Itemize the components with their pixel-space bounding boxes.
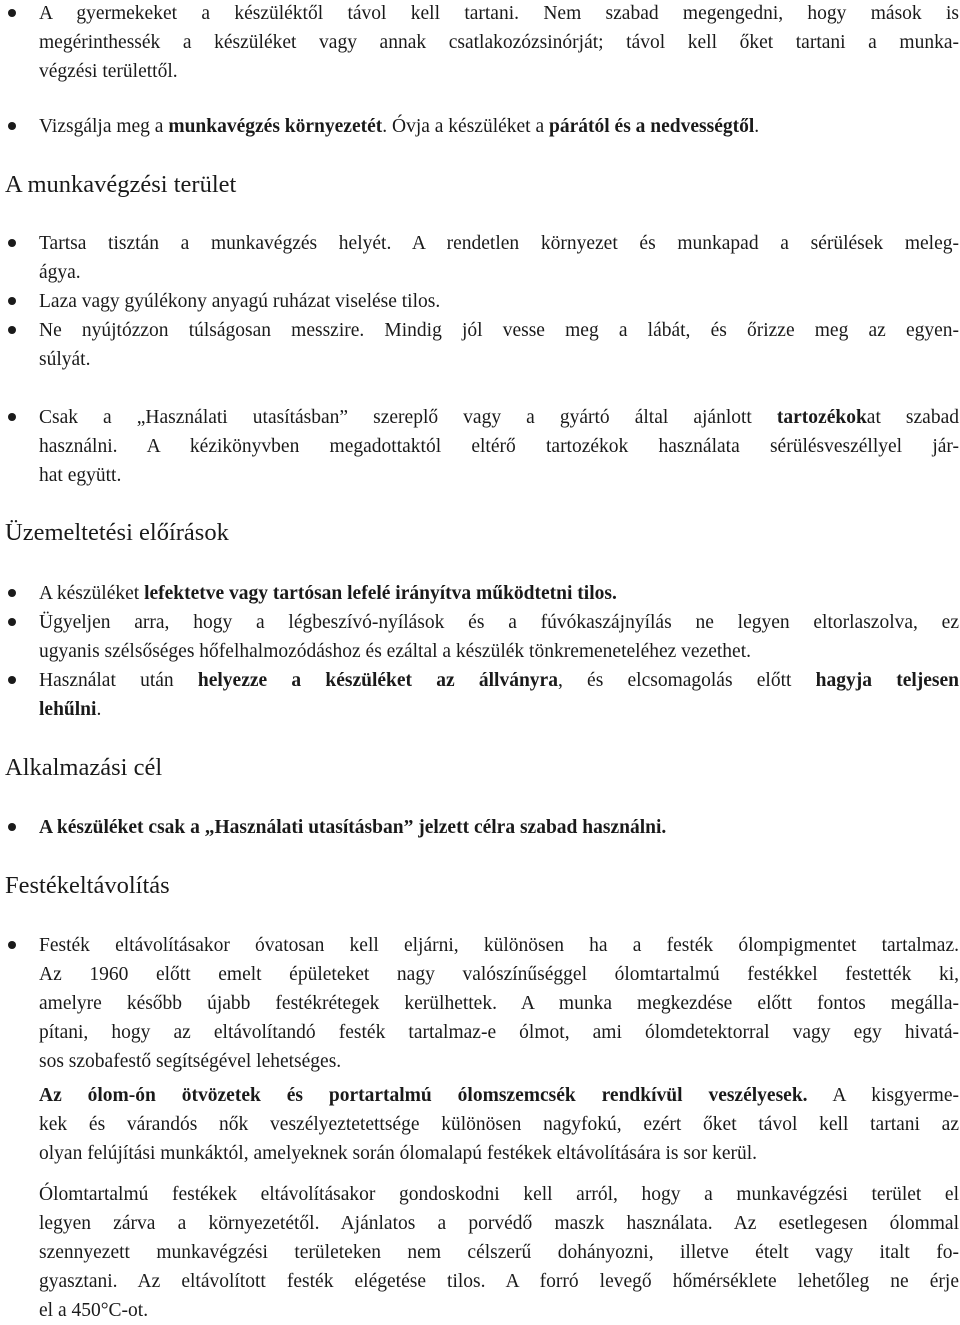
section-heading-work-area: A munkavégzési terület [5,171,237,198]
list-item-intended-use [39,813,959,842]
list-item-accessories [39,403,959,490]
text-span: at szabad [866,407,959,428]
list-item-air-intake [39,608,959,666]
bullet-icon [8,239,16,247]
text-line: Ügyeljen arra, hogy a légbeszívó-nyílások és a fúvókaszájnyílás ne legyen eltorlaszolva, ez [39,612,959,633]
text-line: szennyezett munkavégzési területeken nem célszerű dohányozni, illetve ételt vagy italt fo- [39,1242,959,1263]
text-line [39,579,959,608]
bullet-icon [8,9,16,17]
text-line: súlyát. [39,349,91,370]
list-item-lead-paint [39,931,959,1076]
bullet-icon [8,297,16,305]
text-line [39,112,959,141]
bullet-icon [8,823,16,831]
bold-text: tartozékok [776,407,867,428]
bullet-icon [8,122,16,130]
text-line: legyen zárva a környezetétől. Ajánlatos a porvédő maszk használata. Az esetlegesen ólommal [39,1213,959,1234]
list-item-clean-workplace [39,229,959,287]
bullet-icon [8,413,16,421]
section-heading-paint-removal: Festékeltávolítás [5,872,170,899]
list-item-environment [39,112,959,141]
text-line: gyasztani. Az eltávolított festék elégetése tilos. A forró levegő hőmérséklete lehetőleg ne érje [39,1271,959,1292]
text-span: Csak a „Használati utasításban” szereplő vagy a gyártó által ajánlott [39,407,777,428]
text-line: kek és várandós nők veszélyeztetettsége különösen nagyfokú, ezért őket távol kell tartani az [39,1114,959,1135]
text-line: ágya. [39,262,81,283]
text-span: A készüléket [39,583,145,604]
paragraph-lead-hazard [39,1081,959,1168]
list-item-children-safety [39,0,959,86]
text-line [39,403,959,432]
text-span: A kisgyerme- [807,1085,959,1106]
paragraph-lead-precautions [39,1180,959,1325]
text-line: olyan felújítási munkáktól, amelyeknek során ólomalapú festékek eltávolítására is sor kerül. [39,1143,758,1164]
text-span: , és elcsomagolás előtt [557,670,816,691]
text-line: Tartsa tisztán a munkavégzés helyét. A rendetlen környezet és munkapad a sérülések meleg- [39,233,959,254]
list-item-operating-position [39,579,959,608]
list-item-balance [39,316,959,374]
text-line: végzési területtől. [39,61,178,82]
text-span: Használat után [39,670,198,691]
text-line: Ólomtartalmú festékek eltávolításakor gondoskodni kell arról, hogy a munkavégzési terület el [39,1184,959,1205]
text-span: . [754,116,760,137]
bullet-icon [8,589,16,597]
bold-text: munkavégzés környezetét [168,116,383,137]
bold-text: párától és a nedvességtől [549,116,755,137]
bullet-icon [8,941,16,949]
section-heading-purpose: Alkalmazási cél [5,754,163,781]
text-line: pítani, hogy az eltávolítandó festék tartalmaz-e ólmot, ami ólomdetektorral vagy egy hivatá- [39,1022,959,1043]
text-line: A gyermekeket a készüléktől távol kell tartani. Nem szabad megengedni, hogy mások is [39,3,959,24]
text-span: . [96,699,102,720]
text-line: hat együtt. [39,465,122,486]
bold-text: lehűlni [39,699,97,720]
text-line: Ne nyújtózzon túlságosan messzire. Mindig jól vesse meg a lábát, és őrizze meg az egyen- [39,320,959,341]
bold-text: Az ólom-ón ötvözetek és portartalmú ólomszemcsék rendkívül veszélyesek. [39,1085,808,1106]
text-line: használni. A kézikönyvben megadottaktól eltérő tartozékok használata sérülésveszéllyel jár- [39,436,959,457]
text-line: Laza vagy gyúlékony anyagú ruházat viselése tilos. [39,291,441,312]
list-item-clothing [39,287,959,316]
text-line: el a 450°C-ot. [39,1300,149,1321]
text-span: Vizsgálja meg a [39,116,169,137]
section-heading-operation: Üzemeltetési előírások [5,519,229,546]
text-line: amelyre később újabb festékrétegek kerülhettek. A munka megkezdése előtt fontos megálla- [39,993,959,1014]
text-line [39,695,959,724]
text-line: megérinthessék a készüléket vagy annak csatlakozózsinórját; távol kell őket tartani a munka- [39,32,959,53]
text-line [39,666,959,695]
text-line: ugyanis szélsőséges hőfelhalmozódáshoz és ezáltal a készülék tönkremeneteléhez vezethet. [39,641,751,662]
bold-text: hagyja teljesen [815,670,960,691]
bullet-icon [8,618,16,626]
text-line: Festék eltávolításakor óvatosan kell eljárni, különösen ha a festék ólompigmentet tartalmaz. [39,935,959,956]
bold-text: helyezze a készüléket az állványra [197,670,558,691]
bold-text: lefektetve vagy tartósan lefelé irányítva működtetni tilos. [144,583,617,604]
text-line [39,1081,959,1110]
bold-text: A készüléket csak a „Használati utasításban” jelzett célra szabad használni. [39,817,667,838]
list-item-after-use [39,666,959,724]
bullet-icon [8,676,16,684]
text-line: sos szobafestő segítségével lehetséges. [39,1051,342,1072]
bullet-icon [8,326,16,334]
text-span: . Óvja a készüléket a [382,116,550,137]
text-line: Az 1960 előtt emelt épületeket nagy valószínűséggel ólomtartalmú festékkel festették ki, [39,964,959,985]
